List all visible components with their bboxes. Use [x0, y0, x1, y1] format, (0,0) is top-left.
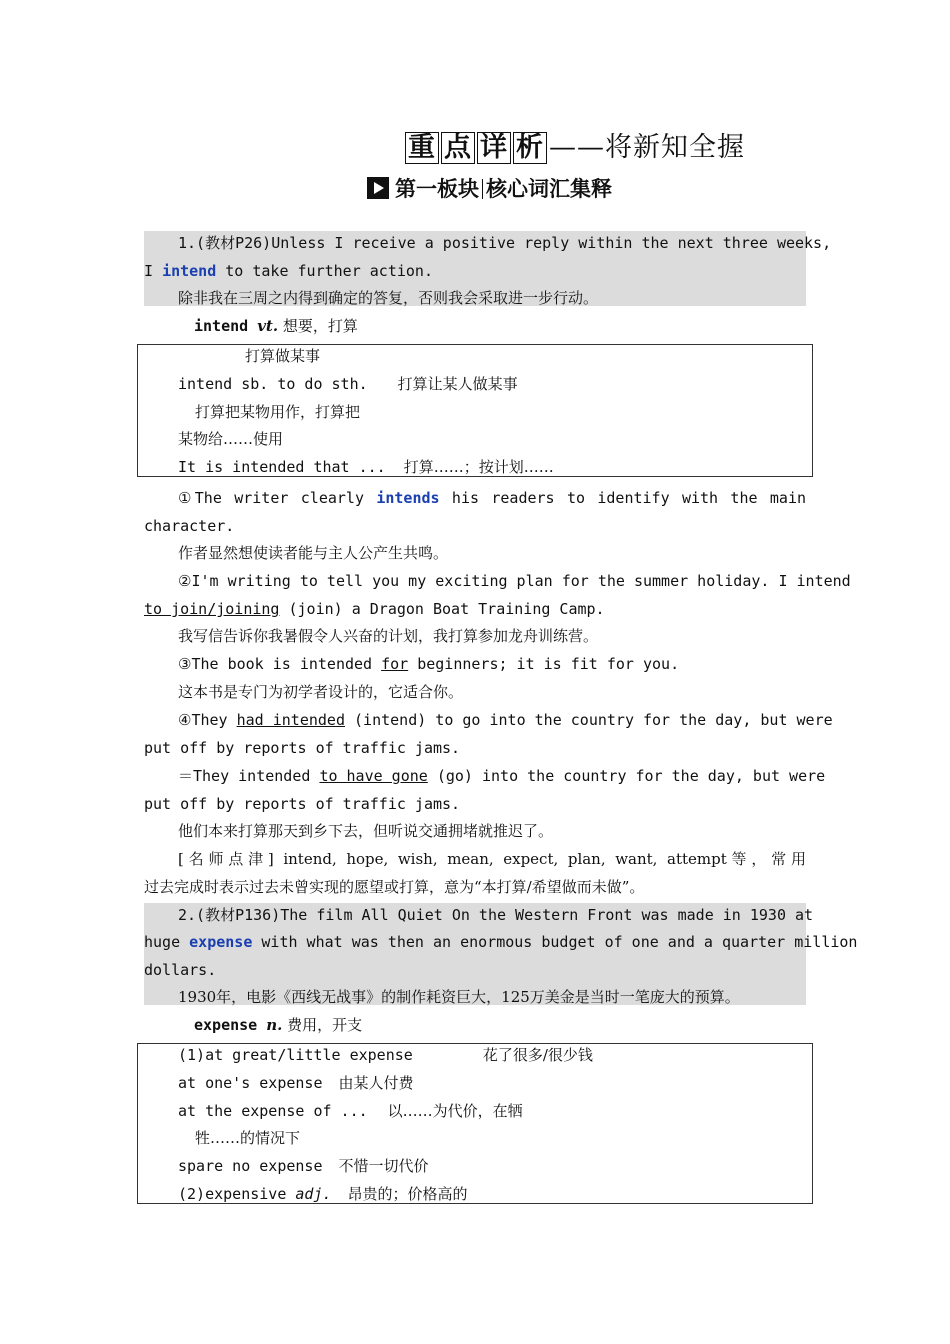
box1-row2-en: intend sb. to do sth.	[178, 375, 368, 393]
def2-meaning: 费用，开支	[282, 1016, 363, 1034]
example5-answer: to have gone	[319, 767, 428, 785]
keyword-expense: expense	[189, 933, 253, 951]
title-char-3: 详	[477, 132, 511, 164]
box2-row6-pos: adj.	[295, 1185, 332, 1203]
box2-row6-en: (2)expensive	[178, 1185, 296, 1203]
item1-line2-post: to take further action.	[216, 262, 433, 280]
box2-row1-en: (1)at great/little expense	[178, 1046, 413, 1064]
example3-post: beginners; it is fit for you.	[408, 655, 680, 673]
box2-row5	[178, 1152, 429, 1180]
item2-line2-post: with what was then an enormous budget of one and a quarter million	[252, 933, 858, 951]
box2-row2-cn: 由某人付费	[338, 1074, 414, 1092]
example2-line1: ②I'm writing to tell you my exciting plan for the summer holiday. I intend	[178, 572, 851, 590]
example4-answer: had intended	[236, 711, 345, 729]
example4-line2: put off by reports of traffic jams.	[144, 739, 461, 757]
def-meaning: 想要，打算	[278, 317, 358, 335]
def2-word: expense	[194, 1016, 267, 1034]
box1-row2	[178, 370, 518, 398]
keyword-intend: intend	[162, 262, 217, 280]
example1-line2: character.	[144, 517, 235, 535]
def-pos: vt.	[257, 317, 279, 335]
box2-row4: 牲……的情况下	[195, 1129, 301, 1147]
example3-line1	[144, 650, 806, 678]
item2-line1: 2.(教材P136)The film All Quiet On the Western Front was made in 1930 at	[178, 906, 814, 924]
subtitle-part-b: 核心词汇集释	[486, 177, 612, 201]
item2-translation: 1930年，电影《西线无战事》的制作耗资巨大，125万美金是当时一笔庞大的预算。	[178, 988, 740, 1006]
item1-line1: 1.(教材P26)Unless I receive a positive reply within the next three weeks,	[178, 234, 832, 252]
box1-row5-en: It is intended that ...	[178, 458, 386, 476]
example2-line2	[144, 595, 806, 623]
box2-row2	[178, 1069, 414, 1097]
expense-usage-box	[137, 1043, 813, 1204]
teacher-tip-line1: [名师点津] intend, hope, wish, mean, expect, plan, want, attempt等，常用	[178, 850, 806, 868]
example5-line1	[144, 762, 826, 790]
item2-line2	[144, 928, 858, 956]
box1-row1: 打算做某事	[245, 347, 321, 365]
box2-row3	[178, 1097, 523, 1125]
example1-pre: ①The writer clearly	[178, 489, 364, 507]
box2-row5-cn: 不惜一切代价	[338, 1157, 429, 1175]
box2-row6-cn: 昂贵的；价格高的	[347, 1185, 468, 1203]
subtitle-part-a: 第一板块	[395, 177, 479, 201]
example1-translation: 作者显然想使读者能与主人公产生共鸣。	[178, 544, 449, 562]
example3-pre: ③The book is intended	[178, 655, 382, 673]
def2-pos: n.	[266, 1016, 283, 1034]
example3-translation: 这本书是专门为初学者设计的，它适合你。	[178, 683, 464, 701]
example3-answer: for	[381, 655, 409, 673]
box2-row5-en: spare no expense	[178, 1157, 323, 1175]
box2-row6	[178, 1180, 468, 1208]
teacher-tip-line2: 过去完成时表示过去未曾实现的愿望或打算，意为“本打算/希望做而未做”。	[144, 878, 645, 896]
box2-row1	[178, 1041, 593, 1069]
example4-line1	[144, 706, 833, 734]
example1-line1	[144, 484, 806, 512]
example5-translation: 他们本来打算那天到乡下去，但听说交通拥堵就推迟了。	[178, 822, 554, 840]
expense-definition	[194, 1011, 856, 1039]
example1-post: his readers to identify with the main	[451, 489, 807, 507]
section-subtitle	[367, 173, 612, 203]
box2-row3-en: at the expense of ...	[178, 1102, 368, 1120]
def-word: intend	[194, 317, 258, 335]
example5-pre: ＝They intended	[178, 767, 311, 785]
box1-row3: 打算把某物用作，打算把	[195, 403, 361, 421]
box1-row4: 某物给……使用	[178, 430, 284, 448]
example2-post: (join) a Dragon Boat Training Camp.	[279, 600, 605, 618]
box2-row2-en: at one's expense	[178, 1074, 323, 1092]
title-rest: ——将新知全握	[549, 132, 745, 163]
item2-line3: dollars.	[144, 961, 217, 979]
intend-definition	[194, 312, 856, 340]
item2-line2-pre: huge	[144, 933, 190, 951]
example2-answer: to join/joining	[144, 600, 280, 618]
play-icon	[367, 177, 389, 199]
example5-post: (go) into the country for the day, but were	[436, 767, 826, 785]
example5-line2: put off by reports of traffic jams.	[144, 795, 461, 813]
example4-pre: ④They	[178, 711, 228, 729]
box2-row3-cn: 以……为代价，在牺	[387, 1102, 523, 1120]
item1-translation: 除非我在三周之内得到确定的答复，否则我会采取进一步行动。	[178, 289, 599, 307]
example4-post: (intend) to go into the country for the day, but were	[354, 711, 833, 729]
title-char-2: 点	[441, 132, 475, 164]
subtitle-divider	[482, 179, 483, 199]
section-title	[405, 125, 745, 164]
box1-row5-cn: 打算……；按计划……	[403, 458, 554, 476]
title-char-4: 析	[513, 132, 547, 164]
item1-line2	[144, 257, 806, 285]
example2-translation: 我写信告诉你我暑假令人兴奋的计划，我打算参加龙舟训练营。	[178, 627, 599, 645]
title-char-1: 重	[405, 132, 439, 164]
box1-row5	[178, 453, 554, 481]
box1-row2-cn: 打算让某人做某事	[397, 375, 518, 393]
box2-row1-cn: 花了很多/很少钱	[482, 1046, 593, 1064]
keyword-intends: intends	[376, 489, 440, 507]
item1-line2-pre: I	[144, 262, 163, 280]
intend-usage-box	[137, 344, 813, 477]
